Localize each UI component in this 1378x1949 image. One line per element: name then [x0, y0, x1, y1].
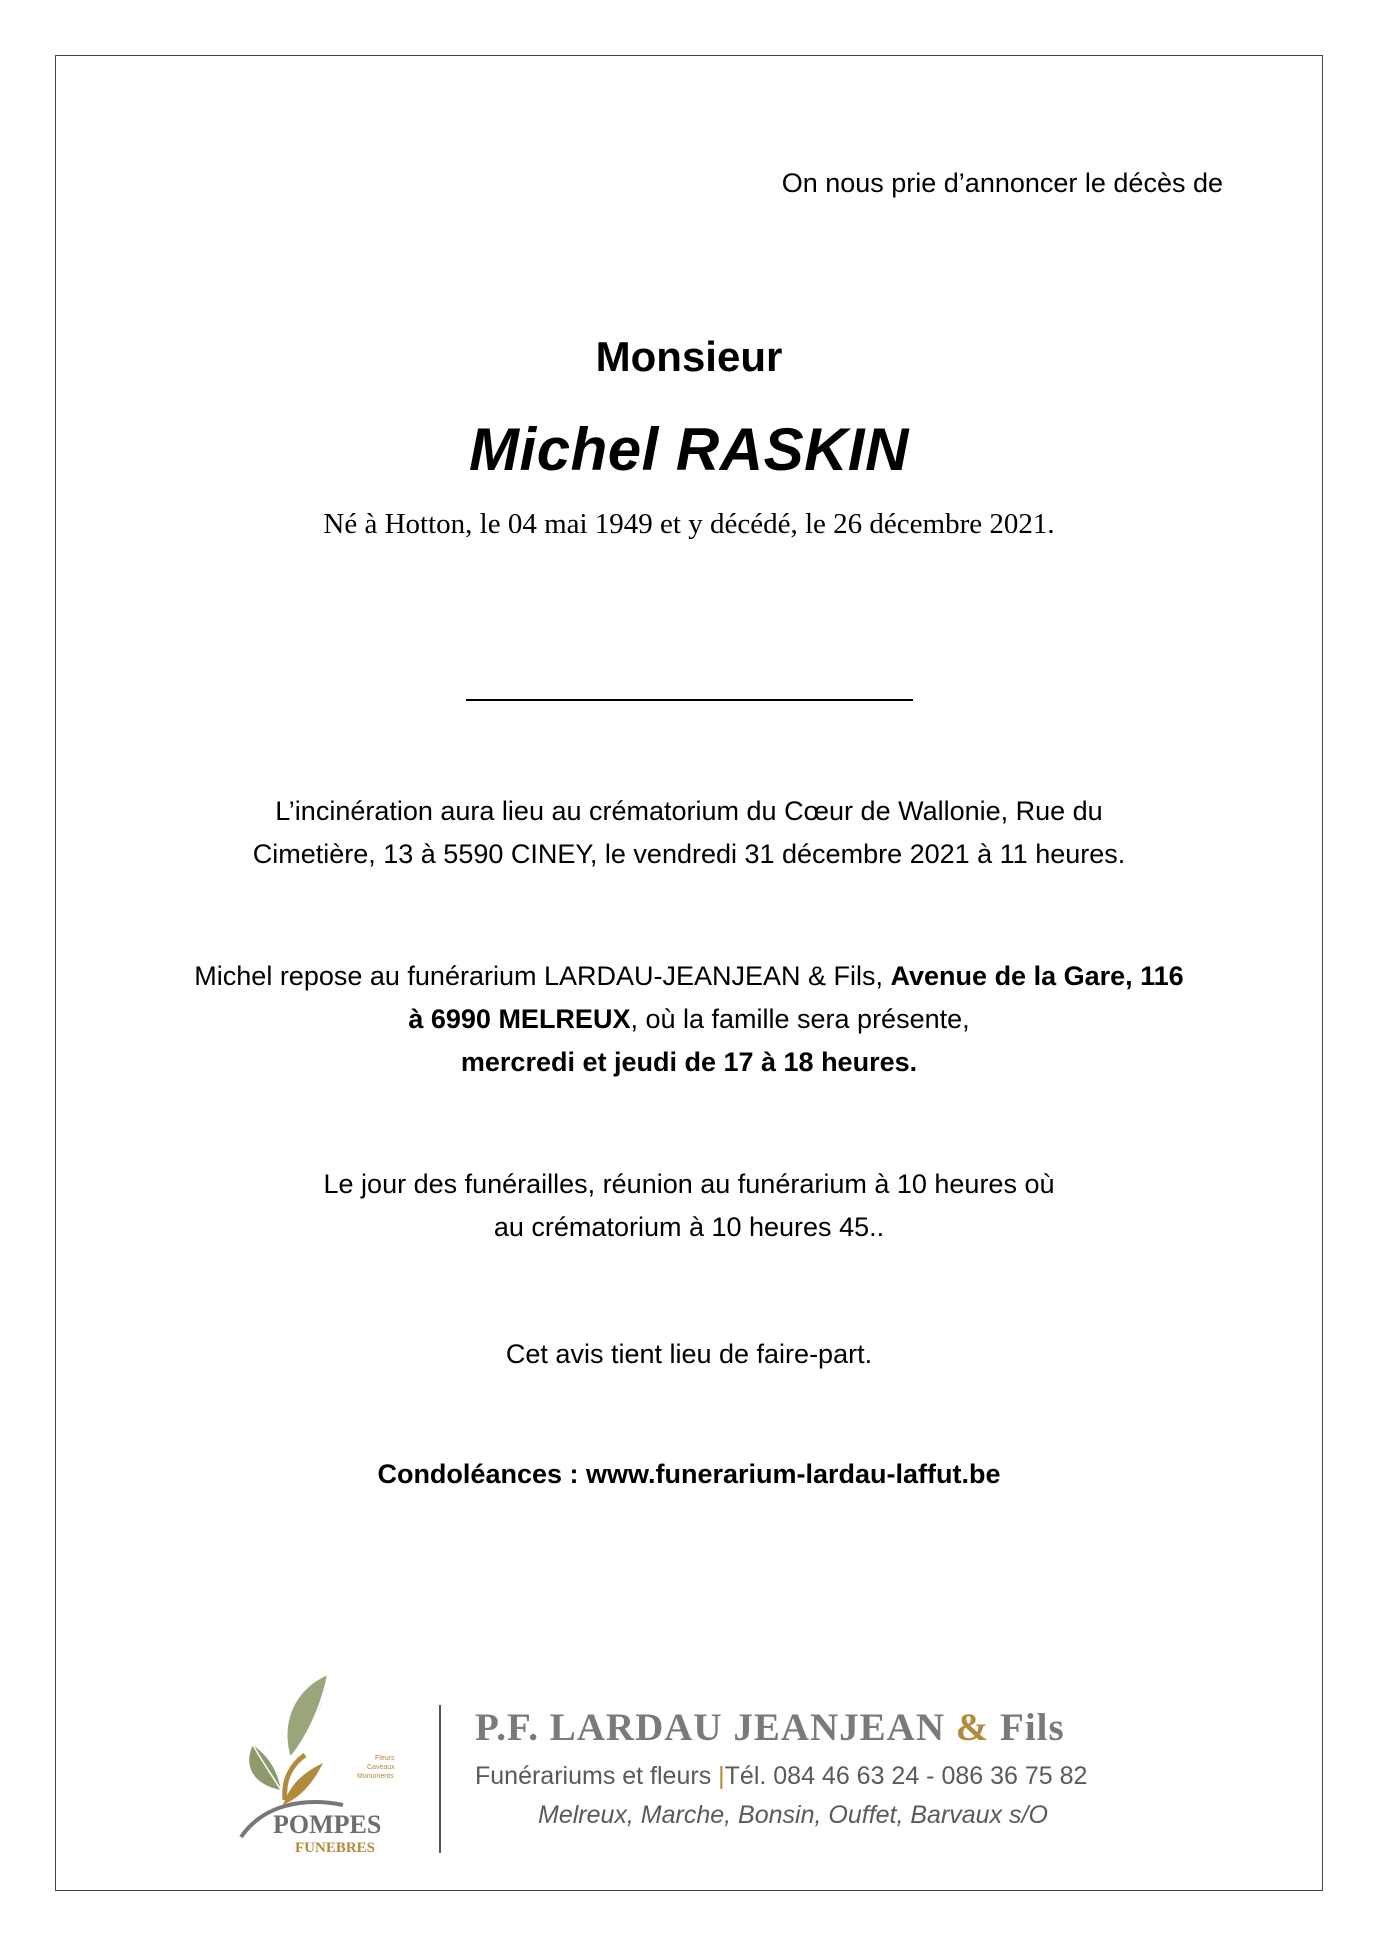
notice-text: Cet avis tient lieu de faire-part. — [505, 1339, 873, 1369]
firm-locations: Melreux, Marche, Bonsin, Ouffet, Barvaux s/O — [538, 1801, 1048, 1829]
firm-info — [475, 1705, 1175, 1830]
intro-text: On nous prie d’annoncer le décès de — [781, 168, 1223, 198]
deceased-name: Michel RASKIN — [469, 416, 909, 483]
firm-name-part-1: P.F. LARDAU JEANJEAN — [475, 1706, 956, 1749]
repose-paragraph — [0, 955, 1378, 1084]
funeral-line-1: Le jour des funérailles, réunion au funérarium à 10 heures où — [323, 1169, 1055, 1199]
repose-line-2 — [0, 998, 1378, 1041]
condolences-text: Condoléances : www.funerarium-lardau-laffut.be — [377, 1459, 1001, 1489]
repose-line-1 — [0, 955, 1378, 998]
footer-divider — [439, 1705, 441, 1853]
leaf-logo-icon — [233, 1665, 433, 1860]
firm-ampersand: & — [955, 1706, 990, 1749]
firm-name — [475, 1705, 1175, 1750]
funeral-line-2: au crématorium à 10 heures 45.. — [493, 1212, 885, 1242]
repose-line-1-text: Michel repose au funérarium LARDAU-JEANJEAN & Fils, — [194, 961, 891, 991]
repose-city: à 6990 MELREUX — [408, 1004, 631, 1034]
firm-name-part-2: Fils — [989, 1706, 1065, 1749]
separator-line — [0, 663, 1378, 708]
repose-line-2-text: , où la famille sera présente, — [630, 1004, 970, 1034]
visiting-hours: mercredi et jeudi de 17 à 18 heures. — [460, 1047, 918, 1077]
honorific-title: Monsieur — [595, 333, 783, 380]
ceremony-line-1: L’incinération aura lieu au crématorium du Cœur de Wallonie, Rue du — [275, 796, 1103, 826]
firm-separator: | — [718, 1762, 725, 1790]
funeral-day-paragraph — [0, 1163, 1378, 1249]
svg-text:Fleurs: Fleurs — [375, 1755, 395, 1762]
firm-services: Funérariums et fleurs — [475, 1762, 719, 1790]
repose-line-3 — [0, 1041, 1378, 1084]
firm-telephone: Tél. 084 46 63 24 - 086 36 75 82 — [724, 1762, 1088, 1790]
svg-text:Monuments: Monuments — [357, 1773, 394, 1780]
ceremony-line-2: Cimetière, 13 à 5590 CINEY, le vendredi 31 décembre 2021 à 11 heures. — [252, 839, 1126, 869]
svg-text:Caveaux: Caveaux — [367, 1764, 395, 1771]
ceremony-paragraph — [0, 790, 1378, 876]
birth-death-dates: Né à Hotton, le 04 mai 1949 et y décédé, le 26 décembre 2021. — [323, 508, 1055, 540]
pompes-funebres-logo — [233, 1665, 433, 1860]
firm-services-line — [475, 1762, 1175, 1791]
repose-address: Avenue de la Gare, 116 — [890, 961, 1184, 991]
svg-text:POMPES: POMPES — [273, 1810, 382, 1839]
svg-text:FUNEBRES: FUNEBRES — [295, 1840, 376, 1856]
